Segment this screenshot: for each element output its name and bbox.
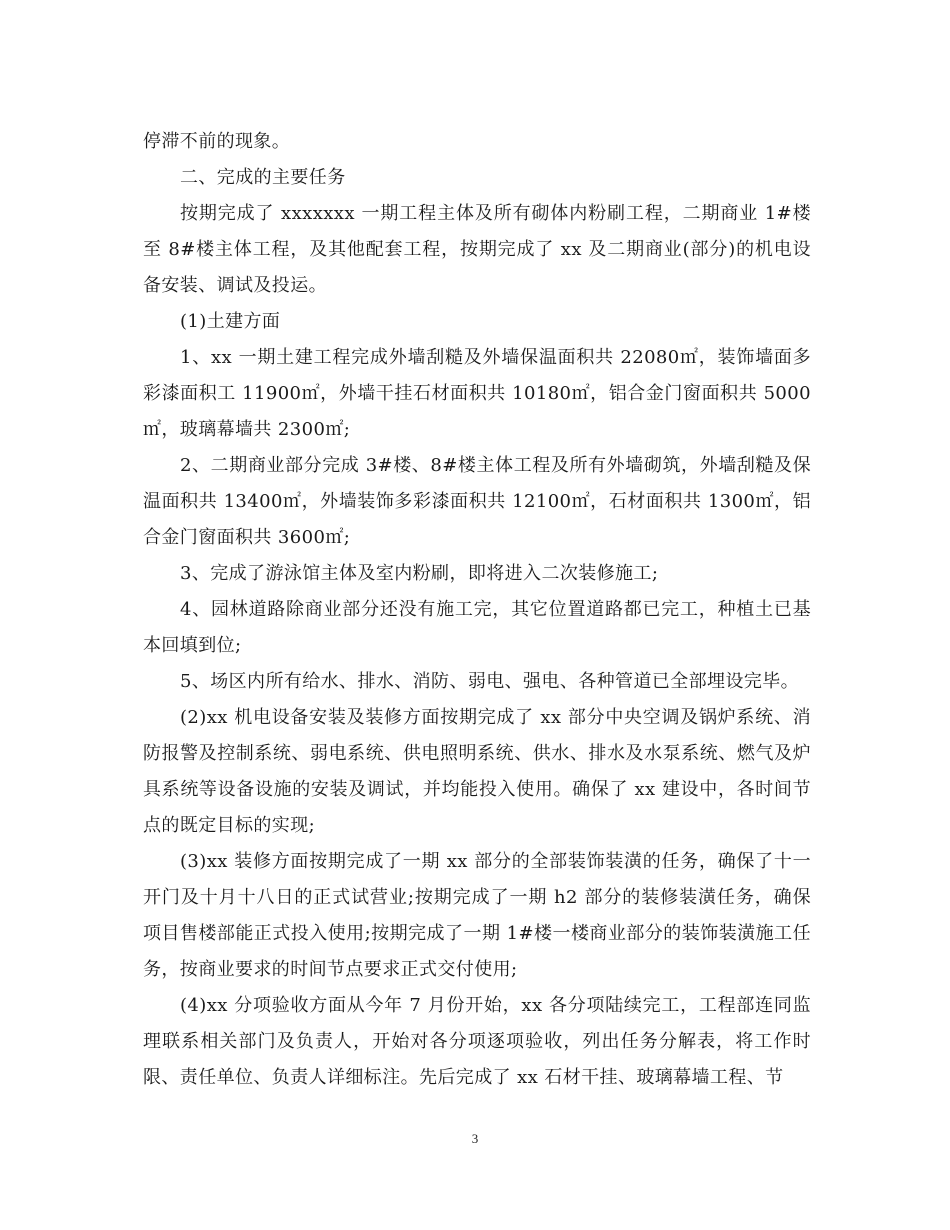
paragraph-decoration: (3)xx 装修方面按期完成了一期 xx 部分的全部装饰装潢的任务，确保了十一开门及十月十八日的正式试营业;按期完成了一期 h2 部分的装修装潢任务，确保项目售楼部能正式投入使用;按期完成了一期 1#楼一楼商业部分的装饰装潢施工任务，按商业要求的时间节点要求正式交付使用; — [143, 851, 811, 980]
list-item-2: 2、二期商业部分完成 3#楼、8#楼主体工程及所有外墙砌筑，外墙刮糙及保温面积共 13400㎡，外墙装饰多彩漆面积共 12100㎡，石材面积共 1300㎡，铝合金门窗面积共 3600㎡; — [143, 455, 811, 548]
list-item-4: 4、园林道路除商业部分还没有施工完，其它位置道路都已完工，种植土已基本回填到位; — [143, 599, 811, 656]
subsection-heading-civil: (1)土建方面 — [180, 311, 281, 332]
list-item-5: 5、场区内所有给水、排水、消防、弱电、强电、各种管道已全部埋设完毕。 — [180, 671, 800, 692]
paragraph-1: 停滞不前的现象。 — [143, 131, 291, 152]
paragraph-mep: (2)xx 机电设备安装及装修方面按期完成了 xx 部分中央空调及锅炉系统、消防报警及控制系统、弱电系统、供电照明系统、供水、排水及水泵系统、燃气及炉具系统等设备设施的安装及调试，并均能投入使用。确保了 xx 建设中，各时间节点的既定目标的实现; — [143, 707, 811, 836]
paragraph-3: 按期完成了 xxxxxxx 一期工程主体及所有砌体内粉刷工程，二期商业 1#楼至 8#楼主体工程，及其他配套工程，按期完成了 xx 及二期商业(部分)的机电设备安装、调试及投运。 — [143, 203, 811, 296]
list-item-1: 1、xx 一期土建工程完成外墙刮糙及外墙保温面积共 22080㎡，装饰墙面多彩漆面积工 11900㎡，外墙干挂石材面积共 10180㎡，铝合金门窗面积共 5000㎡，玻璃幕墙共 2300㎡; — [143, 347, 811, 440]
section-heading: 二、完成的主要任务 — [180, 167, 346, 188]
document-body — [143, 124, 811, 1096]
list-item-3: 3、完成了游泳馆主体及室内粉刷，即将进入二次装修施工; — [180, 563, 659, 584]
paragraph-acceptance: (4)xx 分项验收方面从今年 7 月份开始，xx 各分项陆续完工，工程部连同监理联系相关部门及负责人，开始对各分项逐项验收，列出任务分解表，将工作时限、责任单位、负责人详细标注。先后完成了 xx 石材干挂、玻璃幕墙工程、节 — [143, 995, 811, 1088]
page-number: 3 — [471, 1131, 479, 1146]
